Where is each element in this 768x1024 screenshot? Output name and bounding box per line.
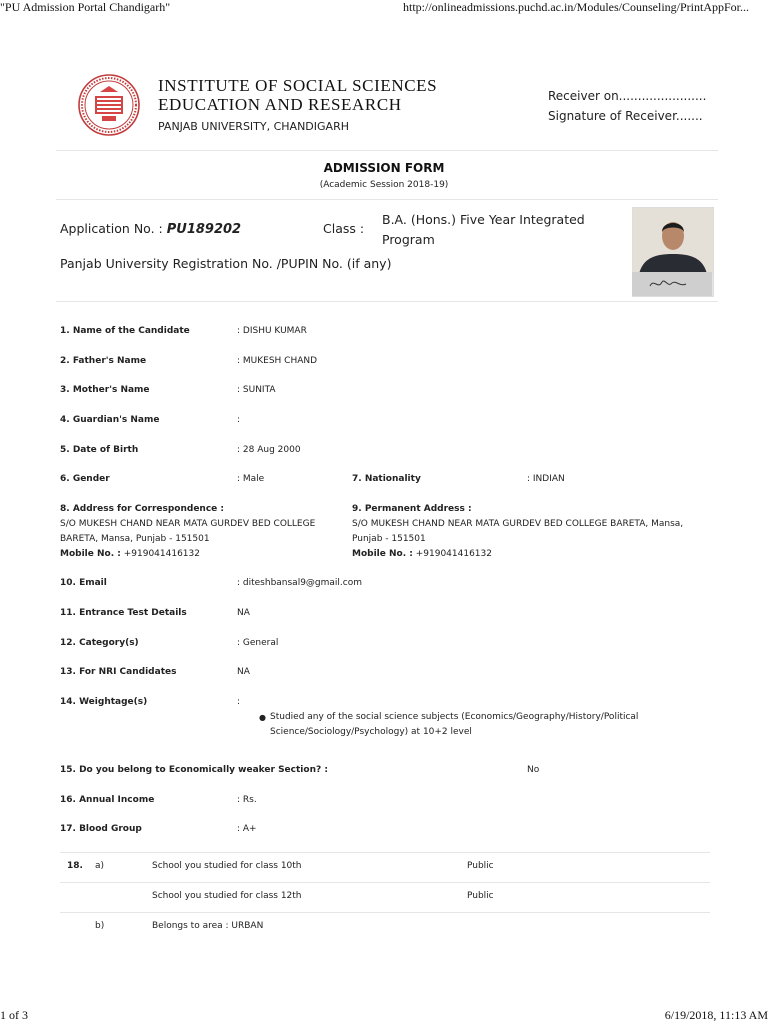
field-value: : diteshbansal9@gmail.com <box>237 578 363 588</box>
field-label: 8. Address for Correspondence : <box>60 504 225 514</box>
field-addresses <box>60 502 710 562</box>
field-label-school12: School you studied for class 12th <box>152 891 302 901</box>
field-label-school10: School you studied for class 10th <box>152 861 302 871</box>
candidate-signature <box>632 272 712 296</box>
receiver-block <box>548 86 706 126</box>
receiver-signature: Signature of Receiver....... <box>548 109 703 123</box>
divider <box>60 882 710 883</box>
receiver-on: Receiver on....................... <box>548 89 707 103</box>
field-value: : General <box>237 638 279 648</box>
field-value-area: Belongs to area : URBAN <box>152 921 264 931</box>
field-value-school12: Public <box>467 891 494 901</box>
field-value: NA <box>237 667 250 677</box>
field-label: 4. Guardian's Name <box>60 415 160 425</box>
field-value: : Rs. <box>237 795 257 805</box>
permanent-address <box>352 502 710 562</box>
field-value: : DISHU KUMAR <box>237 326 307 336</box>
field-label: 17. Blood Group <box>60 824 142 834</box>
weightage-line: Studied any of the social science subjects (Economics/Geography/History/Political <box>270 712 639 722</box>
field-label-gender: 6. Gender <box>60 474 110 484</box>
field-value: : <box>237 415 241 425</box>
mobile-number <box>60 547 345 562</box>
field-label: 11. Entrance Test Details <box>60 608 187 618</box>
print-datetime: 6/19/2018, 11:13 AM <box>664 1008 768 1022</box>
institute-name <box>158 76 437 114</box>
form-title: ADMISSION FORM <box>323 161 445 175</box>
field-value: : 28 Aug 2000 <box>237 445 301 455</box>
field-label: 3. Mother's Name <box>60 385 150 395</box>
field-label: 9. Permanent Address : <box>352 504 472 514</box>
field-label: 13. For NRI Candidates <box>60 667 177 677</box>
field-weightage <box>60 695 710 743</box>
class-value: B.A. (Hons.) Five Year Integrated Program <box>382 212 585 247</box>
mobile-number <box>352 547 710 562</box>
field-label: 1. Name of the Candidate <box>60 326 190 336</box>
institute-name-line1: INSTITUTE OF SOCIAL SCIENCES <box>158 76 438 95</box>
field-value: : SUNITA <box>237 385 276 395</box>
field-label: 16. Annual Income <box>60 795 155 805</box>
bullet-icon: ● <box>259 713 266 722</box>
mobile-value: +919041416132 <box>120 549 200 559</box>
field-value-nationality: : INDIAN <box>527 474 565 484</box>
field-label: 12. Category(s) <box>60 638 139 648</box>
address-line: Punjab - 151501 <box>352 534 426 544</box>
divider <box>56 301 718 302</box>
field-value-school10: Public <box>467 861 494 871</box>
field-value: : A+ <box>237 824 257 834</box>
address-line: S/O MUKESH CHAND NEAR MATA GURDEV BED COLLEGE BARETA, Mansa, <box>352 519 684 529</box>
print-page-counter: 1 of 3 <box>0 1008 28 1022</box>
institute-name-line2: EDUCATION AND RESEARCH <box>158 95 402 114</box>
divider <box>56 199 718 200</box>
weightage-item <box>270 710 638 740</box>
print-page-title: "PU Admission Portal Chandigarh" <box>0 0 171 14</box>
divider <box>60 912 710 913</box>
pupin-label: Panjab University Registration No. /PUPIN No. (if any) <box>60 256 392 271</box>
field-value: NA <box>237 608 250 618</box>
application-value: PU189202 <box>166 222 242 237</box>
mobile-value: +919041416132 <box>412 549 492 559</box>
address-line: BARETA, Mansa, Punjab - 151501 <box>60 534 210 544</box>
university-seal-logo <box>78 74 140 136</box>
application-number <box>60 221 241 237</box>
field-value: No <box>527 765 540 775</box>
university-name: PANJAB UNIVERSITY, CHANDIGARH <box>158 120 349 133</box>
field-value: : <box>237 697 241 707</box>
academic-session: (Academic Session 2018-19) <box>319 180 449 190</box>
field-label-nationality: 7. Nationality <box>352 474 421 484</box>
divider <box>56 150 718 151</box>
correspondence-address <box>60 502 345 562</box>
sub-item-b: b) <box>95 921 105 931</box>
field-label: 10. Email <box>60 578 107 588</box>
field-label: 2. Father's Name <box>60 356 147 366</box>
field-value: : MUKESH CHAND <box>237 356 318 366</box>
field-label: 14. Weightage(s) <box>60 697 148 707</box>
mobile-label: Mobile No. : <box>352 549 413 559</box>
address-line: S/O MUKESH CHAND NEAR MATA GURDEV BED COLLEGE <box>60 519 316 529</box>
field-label: 15. Do you belong to Economically weaker Section? : <box>60 765 328 775</box>
field-value-gender: : Male <box>237 474 265 484</box>
mobile-label: Mobile No. : <box>60 549 121 559</box>
sub-item-a: a) <box>95 861 105 871</box>
divider <box>60 852 710 853</box>
print-url: http://onlineadmissions.puchd.ac.in/Modules/Counseling/PrintAppFor... <box>403 0 749 14</box>
class-label: Class : <box>323 221 365 236</box>
application-label: Application No. : <box>60 221 163 236</box>
weightage-line: Science/Sociology/Psychology) at 10+2 level <box>270 727 472 737</box>
field-label: 5. Date of Birth <box>60 445 139 455</box>
field-label: 18. <box>67 861 83 871</box>
